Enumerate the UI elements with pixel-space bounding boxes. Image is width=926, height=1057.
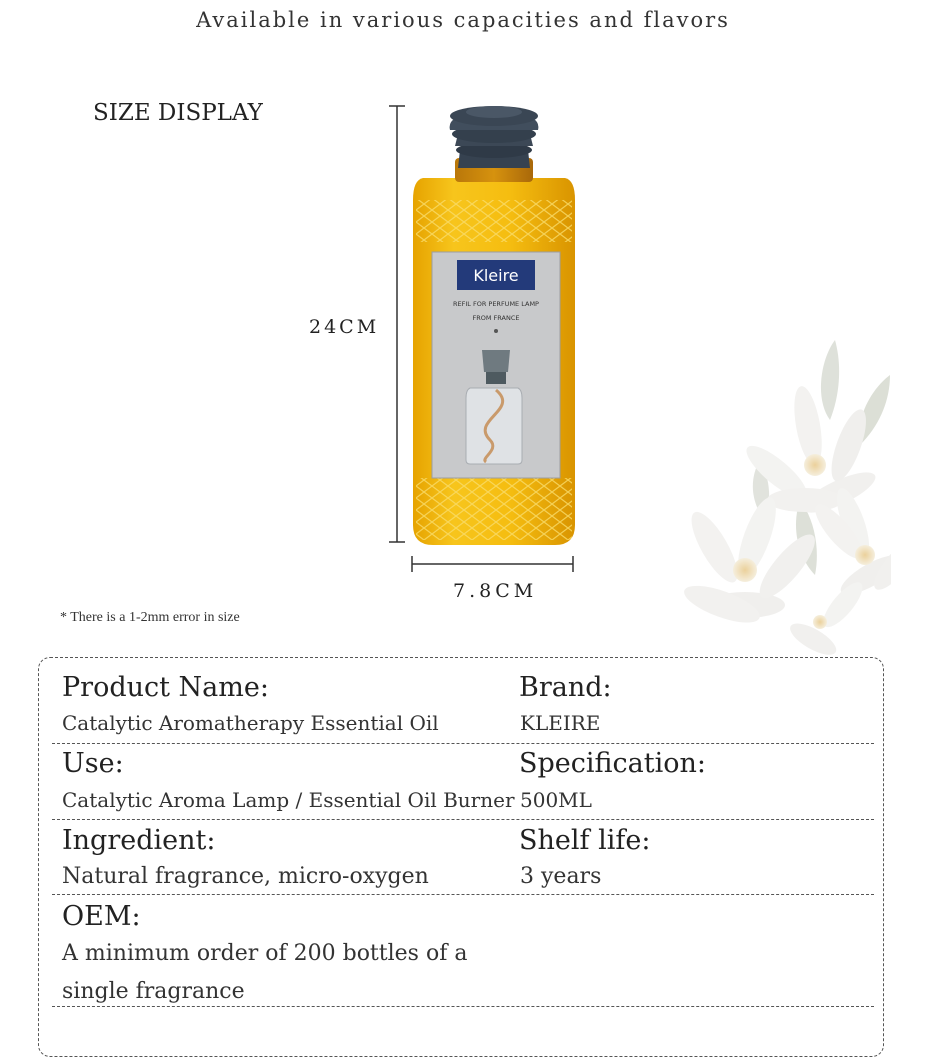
row-divider xyxy=(52,894,874,895)
oem-value-line-2: single fragrance xyxy=(62,979,245,1004)
specification-value: 500ML xyxy=(520,788,592,812)
product-name-value: Catalytic Aromatherapy Essential Oil xyxy=(62,711,439,735)
shelf-life-label: Shelf life: xyxy=(519,825,651,856)
brand-label: Brand: xyxy=(519,672,612,703)
brand-logo-text: Kleire xyxy=(473,266,519,285)
product-name-label: Product Name: xyxy=(62,672,269,703)
bottle-texture-bottom xyxy=(416,478,572,540)
use-label: Use: xyxy=(62,748,124,779)
ingredient-value: Natural fragrance, micro-oxygen xyxy=(62,864,429,889)
label-line-1: REFIL FOR PERFUME LAMP xyxy=(453,300,539,308)
row-divider xyxy=(52,819,874,820)
brand-value: KLEIRE xyxy=(520,711,601,735)
size-error-note: * There is a 1-2mm error in size xyxy=(60,610,240,625)
label-dot xyxy=(494,329,498,333)
bottle-texture-top xyxy=(416,200,572,242)
page-headline: Available in various capacities and flavors xyxy=(196,8,730,32)
use-value: Catalytic Aroma Lamp / Essential Oil Burner xyxy=(62,788,515,812)
width-dimension-label: 7.8CM xyxy=(453,580,538,602)
label-line-2: FROM FRANCE xyxy=(472,314,520,322)
ingredient-label: Ingredient: xyxy=(62,825,216,856)
specification-label: Specification: xyxy=(519,748,706,779)
height-dimension-label: 24CM xyxy=(309,316,380,338)
bottle-cap xyxy=(450,106,539,168)
row-divider xyxy=(52,743,874,744)
size-display-title: SIZE DISPLAY xyxy=(93,100,263,126)
shelf-life-value: 3 years xyxy=(520,864,602,889)
oem-value-line-1: A minimum order of 200 bottles of a xyxy=(62,941,468,966)
oem-label: OEM: xyxy=(62,901,141,932)
row-divider xyxy=(52,1006,874,1007)
